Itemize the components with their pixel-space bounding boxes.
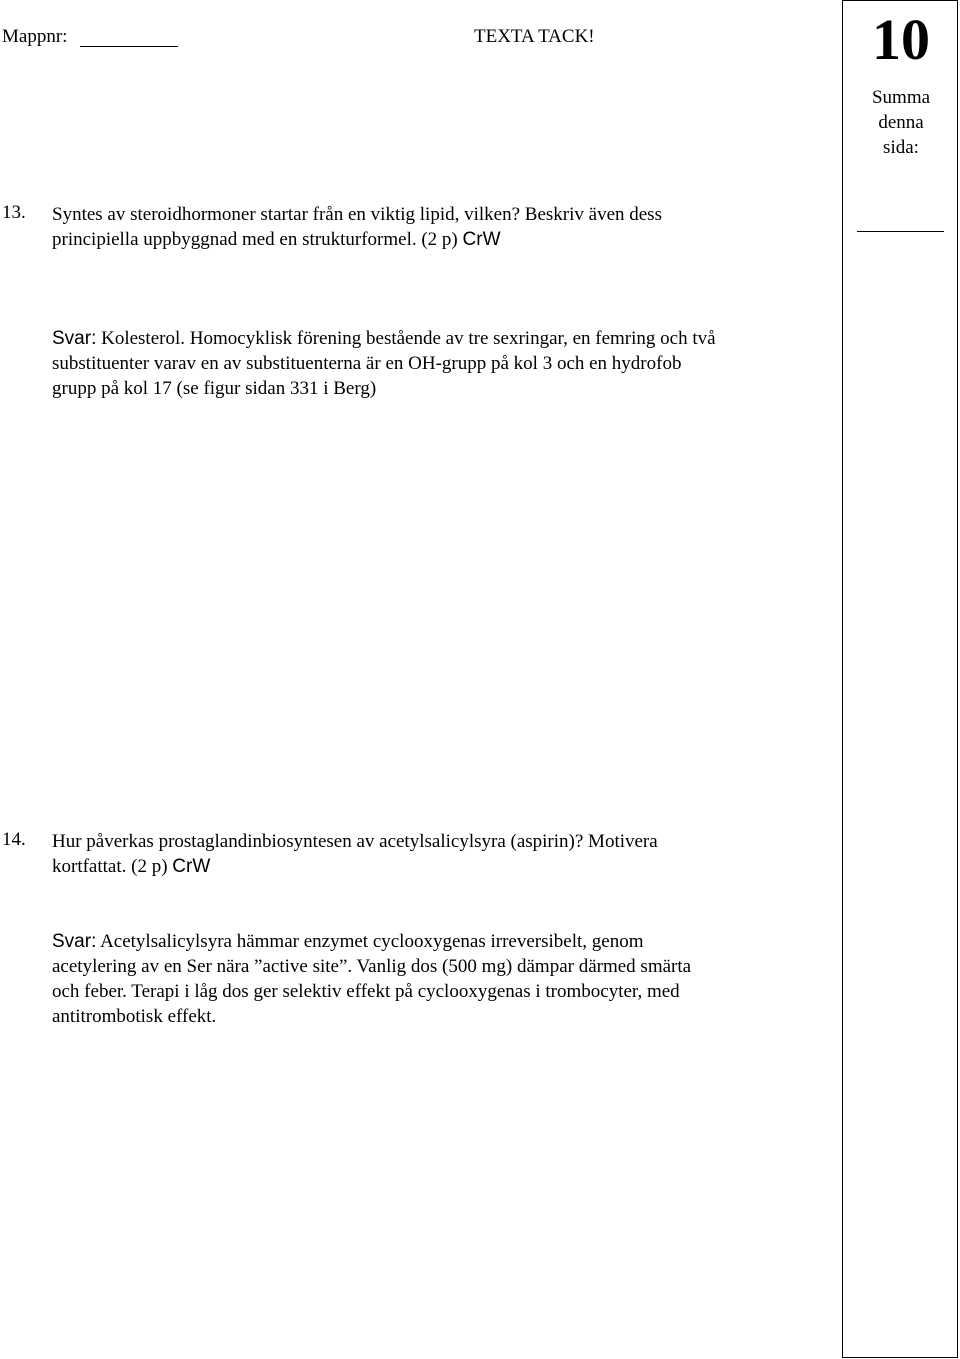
answer-14-line-2: acetylering av en Ser nära ”active site”. Vanlig dos (500 mg) dämpar därmed smärta [52, 956, 692, 977]
question-14-number: 14. [2, 829, 26, 850]
mappnr-field-line [80, 46, 178, 47]
answer-13-line-1 [52, 326, 716, 351]
question-14-line-2 [52, 854, 658, 879]
question-13-author: CrW [462, 229, 501, 250]
score-field-line [857, 231, 944, 232]
summa-label: Summa denna sida: [871, 87, 931, 158]
question-13-number: 13. [2, 202, 26, 223]
question-14-line-2-text: kortfattat. (2 p) [52, 856, 168, 877]
question-13-line-1: Syntes av steroidhormoner startar från en viktig lipid, vilken? Beskriv även dess [52, 204, 662, 225]
answer-14 [52, 929, 691, 1029]
answer-14-line-4: antitrombotisk effekt. [52, 1006, 217, 1027]
texta-tack-note: TEXTA TACK! [474, 26, 595, 47]
answer-13-line-2: substituenter varav en av substituenterna är en OH-grupp på kol 3 och en hydrofob [52, 353, 682, 374]
page-number: 10 [872, 7, 930, 72]
answer-13-line-1-text: Kolesterol. Homocyklisk förening bestående av tre sexringar, en femring och två [101, 328, 716, 349]
answer-14-line-1 [52, 929, 691, 954]
answer-13 [52, 326, 716, 401]
question-13-line-2 [52, 227, 662, 252]
answer-13-label: Svar: [52, 328, 97, 349]
answer-13-line-3: grupp på kol 17 (se figur sidan 331 i Berg) [52, 378, 377, 399]
mappnr-label: Mappnr: [2, 26, 68, 47]
answer-14-line-1-text: Acetylsalicylsyra hämmar enzymet cyclooxygenas irreversibelt, genom [100, 931, 644, 952]
question-14-line-1: Hur påverkas prostaglandinbiosyntesen av acetylsalicylsyra (aspirin)? Motivera [52, 831, 658, 852]
score-sidebar [842, 0, 958, 1358]
question-14-text [52, 829, 658, 879]
question-14-author: CrW [172, 856, 211, 877]
question-13-line-2-text: principiella uppbyggnad med en strukturformel. (2 p) [52, 229, 458, 250]
answer-14-label: Svar: [52, 931, 97, 952]
question-13-text [52, 202, 662, 252]
answer-14-line-3: och feber. Terapi i låg dos ger selektiv effekt på cyclooxygenas i trombocyter, med [52, 981, 680, 1002]
